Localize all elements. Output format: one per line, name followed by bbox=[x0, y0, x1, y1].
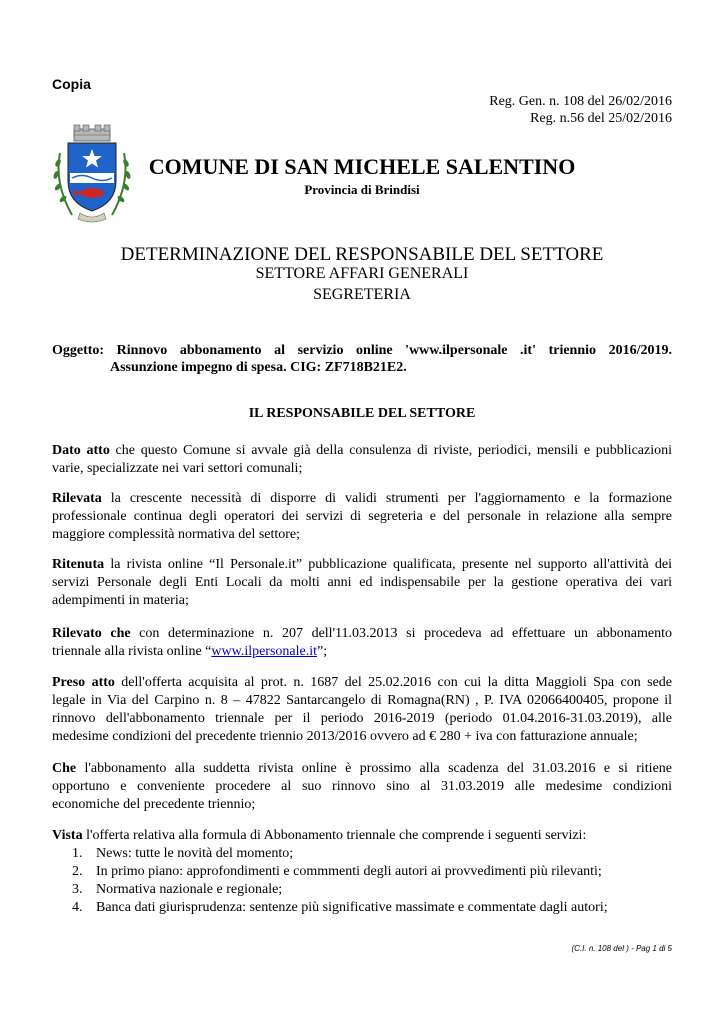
paragraph-lead: Che bbox=[52, 761, 77, 776]
paragraph-text: opportuno e conveniente procedere al suo rinnovo sino al 31.03.2019 alle medesime condizioni bbox=[52, 779, 672, 794]
paragraph-lead: Preso atto bbox=[52, 675, 115, 690]
paragraph-lead: Rilevata bbox=[52, 491, 102, 506]
reg-number: Reg. n.56 del 25/02/2016 bbox=[530, 111, 672, 126]
services-list bbox=[52, 845, 672, 917]
paragraph-lead: Dato atto bbox=[52, 443, 110, 458]
section-heading: IL RESPONSABILE DEL SETTORE bbox=[248, 406, 476, 421]
paragraph-lead: Vista bbox=[52, 828, 83, 843]
province-name: Provincia di Brindisi bbox=[304, 182, 420, 197]
paragraph-text: la rivista online “Il Personale.it” pubblicazione qualificata, presente nel supporto all'attività dei bbox=[104, 557, 672, 572]
list-item-number: 3. bbox=[72, 882, 83, 897]
paragraph-ritenuta bbox=[52, 556, 672, 610]
shield-icon bbox=[68, 143, 116, 211]
list-item-text: Banca dati giurisprudenza: sentenze più significative massimate e commentate dagli autori; bbox=[96, 900, 608, 915]
list-item-number: 1. bbox=[72, 846, 83, 861]
office-name: SEGRETERIA bbox=[313, 286, 411, 303]
paragraph-text: con determinazione n. 207 dell'11.03.2013 si procedeva ad effettuare un abbonamento bbox=[130, 626, 672, 641]
paragraph-text: triennale alla rivista online “ bbox=[52, 644, 212, 659]
list-item bbox=[52, 863, 672, 881]
paragraph-text: servizi Personale degli Enti Locali da molti anni ed indispensabile per la gestione operativa dei vari bbox=[52, 575, 672, 590]
ribbon-icon bbox=[78, 213, 106, 222]
paragraph-text: rinnovo dell'abbonamento triennale per il periodo 2016-2019 (periodo 01.04.2016-31.03.2019), alle bbox=[52, 711, 672, 726]
paragraph-text: maggiore complessità normativa del settore; bbox=[52, 527, 301, 542]
paragraph-text: l'offerta relativa alla formula di Abbonamento triennale che comprende i seguenti servizi: bbox=[82, 828, 587, 843]
paragraph-text: economiche del precedente triennio; bbox=[52, 797, 256, 812]
list-item bbox=[52, 881, 672, 899]
paragraph-text: ”; bbox=[317, 644, 328, 659]
subject-block bbox=[52, 342, 672, 376]
copy-label: Copia bbox=[52, 76, 91, 92]
paragraph-preso-atto bbox=[52, 674, 672, 746]
subject-line-2: Assunzione impegno di spesa. CIG: ZF718B21E2. bbox=[110, 360, 407, 375]
paragraph-text: medesime condizioni del precedente triennio 2013/2016 ovvero ad € 280 + iva con fatturazione annuale; bbox=[52, 729, 638, 744]
paragraph-dato-atto bbox=[52, 442, 672, 478]
paragraph-vista bbox=[52, 827, 672, 845]
crown-icon bbox=[74, 125, 110, 141]
list-item-text: Normativa nazionale e regionale; bbox=[96, 882, 283, 897]
paragraph-text: dell'offerta acquisita al prot. n. 1687 del 25.02.2016 con cui la ditta Maggioli Spa con sede bbox=[114, 675, 673, 690]
paragraph-text: l'abbonamento alla suddetta rivista online è prossimo alla scadenza del 31.03.2016 e si ritiene bbox=[76, 761, 672, 776]
paragraph-text: legale in Via del Carpino n. 8 – 47822 Santarcangelo di Romagna(RN) , P. IVA 02066400405, propone il bbox=[52, 693, 672, 708]
document-title: DETERMINAZIONE DEL RESPONSABILE DEL SETTORE bbox=[120, 244, 604, 265]
reg-gen-number: Reg. Gen. n. 108 del 26/02/2016 bbox=[489, 94, 672, 109]
paragraph-lead: Ritenuta bbox=[52, 557, 105, 572]
paragraph-text: professionale continua degli operatori dei servizi di segreteria e del personale in relazione alla sempre bbox=[52, 509, 672, 524]
page-footer: (C.I. n. 108 del ) - Pag 1 di 5 bbox=[571, 944, 672, 953]
paragraph-rilevato-che bbox=[52, 625, 672, 661]
website-link[interactable]: www.ilpersonale.it bbox=[211, 644, 318, 659]
municipality-name: COMUNE DI SAN MICHELE SALENTINO bbox=[148, 154, 576, 179]
list-item bbox=[52, 899, 672, 917]
paragraph-che bbox=[52, 760, 672, 814]
list-item-text: News: tutte le novità del momento; bbox=[96, 846, 294, 861]
paragraph-lead: Rilevato che bbox=[52, 626, 131, 641]
subject-line-1: Oggetto: Rinnovo abbonamento al servizio online 'www.ilpersonale .it' triennio 2016/2019. bbox=[52, 343, 672, 358]
list-item bbox=[52, 845, 672, 863]
list-item-number: 2. bbox=[72, 864, 83, 879]
list-item-text: In primo piano: approfondimenti e commmenti degli autori ai provvedimenti più rilevanti; bbox=[96, 864, 602, 879]
paragraph-text: varie, specializzate nei vari settori comunali; bbox=[52, 461, 303, 476]
paragraph-rilevata bbox=[52, 490, 672, 544]
list-item-number: 4. bbox=[72, 900, 83, 915]
paragraph-text: adempimenti in materia; bbox=[52, 593, 189, 608]
municipal-crest-logo bbox=[50, 123, 134, 225]
paragraph-text: che questo Comune si avvale già della consulenza di riviste, periodici, mensili e pubblicazioni bbox=[109, 443, 672, 458]
paragraph-text: la crescente necessità di disporre di validi strumenti per l'aggiornamento e la formazione bbox=[101, 491, 672, 506]
sector-name: SETTORE AFFARI GENERALI bbox=[255, 265, 469, 282]
